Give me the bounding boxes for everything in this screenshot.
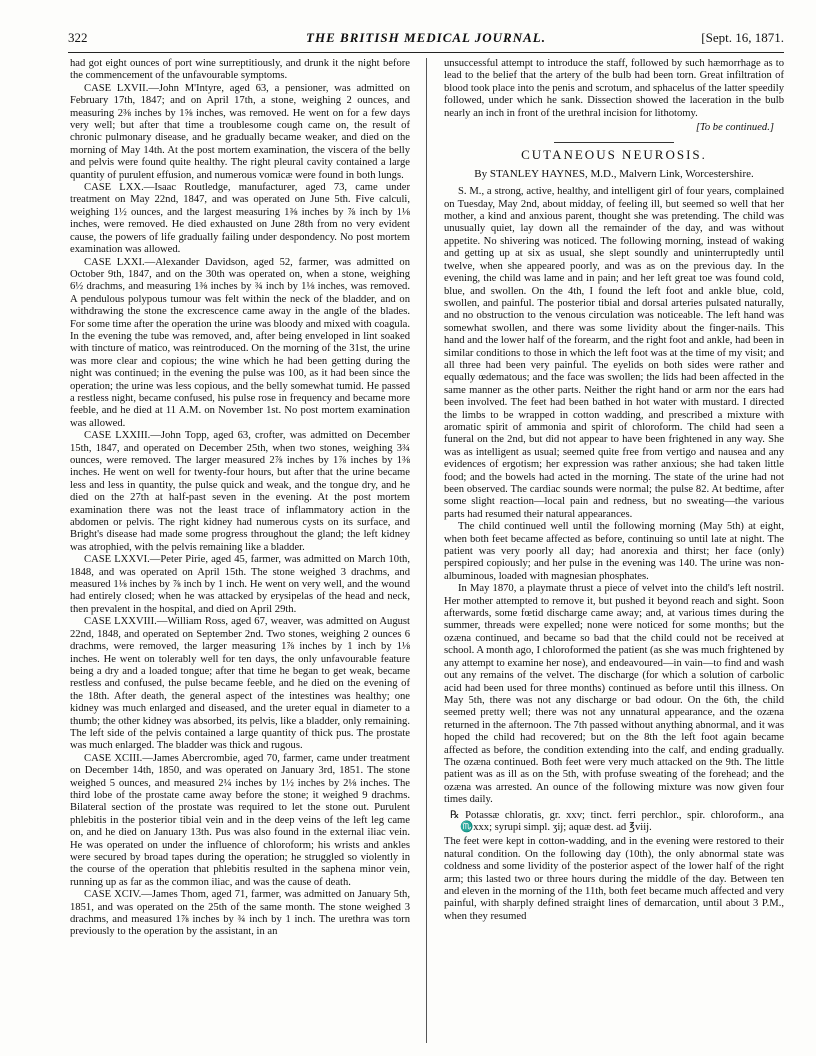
paragraph: The feet were kept in cotton-wadding, and in the evening were restored to their natural condition. On the following day (10th), the only abnormal state was coldness and some lividity of the posterior aspect of the lower half of the right arm; this lasted two or three hours during the middle of the day. Between ten and eleven in the morning of the 11th, both feet became much affected and very painful, with sharply defined straight lines of demarcation, until about 3 P.M., when they resumed: [444, 836, 784, 922]
header-rule: [68, 52, 784, 53]
case-lxx: CASE LXX.—Isaac Routledge, manufacturer, aged 73, came under treatment on May 22nd, 1847, and was operated on June 5th. Five calculi, weighing 1½ ounces, and the largest measuring 1⅜ inches by ⅞ inch by 1⅛ inches, were removed. He died exhausted on June 28th from no very evident cause, the powers of life gradually failing under despondency. No post mortem examination was allowed.: [70, 182, 410, 256]
prescription: ℞ Potassæ chloratis, gr. xxv; tinct. ferri perchlor., spir. chloroform., ana ♏xxx; syrupi simpl. ʒij; aquæ dest. ad ℥viij.: [450, 809, 784, 833]
case-lxxi: CASE LXXI.—Alexander Davidson, aged 52, farmer, was admitted on October 9th, 1847, and on the 30th was operated on, when a stone, weighing 6½ drachms, and measuring 1⅜ inches by ¾ inch by 1⅛ inches, was removed. A pendulous polypous tumour was felt within the neck of the bladder, and on withdrawing the stone the excrescence came away in the angle of the blades. For some time after the operation the urine was bloody and mixed with coagula. In the evening the tube was removed, and, after being enveloped in lint soaked with tincture of matico, was reintroduced. On the morning of the 31st, the urine was more clear and copious; the wine which he had been getting during the night was continued; in the evening the pulse was 100, as it had been since the operation; the urine was less copious, and the belly somewhat tumid. He passed a restless night, became confused, his pulse rose in frequency and became more feeble, and he died at 11 A.M. on November 1st. No post mortem examination was allowed.: [70, 256, 410, 429]
column-divider: [426, 58, 427, 1043]
case-lxxviii: CASE LXXVIII.—William Ross, aged 67, weaver, was admitted on August 22nd, 1848, and operated on September 2nd. Two stones, weighing 2 ounces 6 drachms, were removed, the larger measuring 1⅞ inches by 1 inch by 1⅛ inches. He went on tolerably well for ten days, the only unfavourable feature being a dry and a loaded tongue; after that time he began to get weak, became restless and confused, the pulse became feeble, and he died on the evening of the 18th. After death, the general aspect of the intestines was healthy; one kidney was much enlarged and diseased, and the ureter equal in diameter to a thumb; the other kidney was absorbed, its pelvis, like a bladder, only remaining. The left side of the pelvis contained a large quantity of thick pus. The prostate was much enlarged. The bladder was thick and rugous.: [70, 616, 410, 752]
case-lxxvi: CASE LXXVI.—Peter Pirie, aged 45, farmer, was admitted on March 10th, 1848, and was operated on April 15th. The stone weighed 3 drachms, and measured 1⅛ inches by ⅞ inch by 1 inch. He went on very well, and the wound had entirely closed; when he was attacked by erysipelas of the head and neck, then prevalent in the hospital, and died on April 29th.: [70, 554, 410, 615]
to-be-continued: [To be continued.]: [695, 122, 774, 134]
paragraph: S. M., a strong, active, healthy, and intelligent girl of four years, complained on Tuesday, May 2nd, about midday, of feeling ill, but seemed so well that her mother, a kind and anxious parent, thought she was pretending. The child was unusually quiet, lay down all the remainder of the day, and was without appetite. No shivering was noticed. The following morning, instead of waking and getting up at six as usual, she slept soundly and uninterruptedly until twelve, when she appeared poorly, and was as on the previous day. In the evening, the child was lame and in pain; and her left great toe was found cold, blue, and swollen. On the 4th, I found the left foot and ankle blue, cold, swollen, and painful. The posterior tibial and dorsal arteries pulsated naturally, and no obstruction to the venous circulation was noticeable. The left hand was somewhat swollen, and there was some lividity about the finger-nails. This hand and the lower half of the forearm, and the right foot and ankle, had been in similar conditions to those in which the left foot was at the time of my visit; and all three had been very painful. The eyelids on both sides were rather and equally œdematous; and the face was swollen; the lids had been affected in the same manner as the other parts. Neither the right hand or arm nor the ears had been involved. The feet had been bathed in hot water with mustard. I directed the limbs to be wrapped in cotton wadding, and prescribed a mixture with aromatic spirit of ammonia and spirit of chloroform. The child had seen a funeral on the 2nd, but did not appear to have been frightened in any way. She was as intelligent as usual; seemed quite free from vertigo and nausea and any evidences of ergotism; her expression was rather anxious; she had taken little food; and the bowels had acted in the morning. The state of the urine had not been observed. The cardiac sounds were normal; the pulse 82. At bedtime, after some slight reaction—local pain and redness, but no sweating—the various parts had resumed their natural appearances.: [444, 186, 784, 520]
case-xciv: CASE XCIV.—James Thom, aged 71, farmer, was admitted on January 5th, 1851, and was operated on the 25th of the same month. The stone weighed 3 drachms, and measured 1⅞ inches by ¾ inch by 1 inch. The urethra was torn previously to the operation by the assistant, in an: [70, 889, 410, 938]
section-rule: [554, 142, 674, 143]
issue-date: [Sept. 16, 1871.: [701, 30, 784, 45]
case-lxxiii: CASE LXXIII.—John Topp, aged 63, crofter, was admitted on December 15th, 1847, and operated on December 25th, when two stones, weighing 3¾ ounces, were removed. The larger measured 2⅞ inches by 1⅞ inches by 1⅜ inches. He went on well for twenty-four hours, but after that the urine became less and less in quantity, the pulse quick and weak, and the tongue dry, and he died on the 27th at half-past seven in the evening. At the post mortem examination there was not the least trace of inflammatory action in the abdomen or pelvis. The right kidney had numerous cysts on its surface, and Bright's disease had made some progress throughout the gland; the left kidney was atrophied, with the pelvis remaining like a bladder.: [70, 430, 410, 553]
paragraph: In May 1870, a playmate thrust a piece of velvet into the child's left nostril. Her mother attempted to remove it, but pushed it beyond reach and sight. Soon afterwards, some fœtid discharge came away; and, at various times during the summer, threads were expelled; none were noticed for some months; but the ozæna continued, and became so bad that the child could not be received at school. A month ago, I chloroformed the patient (as she was much frightened by any attempt to examine her nose), and endeavoured—in vain—to find and wash out any remains of the velvet. The discharge (for which a solution of carbolic acid had been used for three months) continued as before until this illness. On May 5th, there was not any discharge or bad odour. On the 6th, the child seemed pretty well; there was not any unnatural appearance, and the ozæna returned in the afternoon. The 7th passed without anything abnormal, and it was hoped the child had recovered; but on the 8th the left foot again became affected as before, the condition extending into the calf, and ending gradually. The ozæna continued. Both feet were very much attacked on the 9th. The little patient was as ill as on the 5th, with profuse sweating of the forehead; and the ozæna was arrested. An ounce of the following mixture was now given four times daily.: [444, 583, 784, 806]
paragraph: unsuccessful attempt to introduce the staff, followed by such hæmorrhage as to lead to the belief that the artery of the bulb had been torn. Great infiltration of blood took place into the penis and scrotum, and sphacelus of the latter speedily followed, under which he sank. Dissection showed the laceration in the bulb nearly an inch in front of the urethral incision for lithotomy.: [444, 58, 784, 119]
case-xciii: CASE XCIII.—James Abercrombie, aged 70, farmer, came under treatment on December 14th, 1850, and was operated on January 3rd, 1851. The stone weighed 5 ounces, and measured 2¼ inches by 1½ inches by 2⅛ inches. The third lobe of the prostate came away before the stone; it weighed 9 drachms. Bilateral section of the prostate was required to let the stone out. Purulent phlebitis in the posterior tibial vein and in the deep veins of the left leg came on, and he died on January 13th. Pus was also found in the external iliac vein. He was operated on under the influence of chloroform; his wrists and ankles were secured by broad tapes during the operation; he struggled so violently in the course of the operation that phlebitis resulted in the saphena minor vein, running up as far as the common iliac, and was the cause of death.: [70, 752, 410, 888]
page-header: [68, 30, 784, 52]
case-lxvii: CASE LXVII.—John M'Intyre, aged 63, a pensioner, was admitted on February 17th, 1847; and on April 17th, a stone, weighing 2 ounces, and measuring 2⅜ inches by 1⅝ inches, was removed. He went on for a few days very well; but after that time a troublesome cough came on, the result of chronic pulmonary disease, and he gradually became weaker, and died on the morning of May 14th. At the post mortem examination, the viscera of the belly and pelvis were found quite healthy. The right pleural cavity contained a large quantity of purulent effusion, and numerous vomicæ were found in both lungs.: [70, 82, 410, 181]
paragraph: The child continued well until the following morning (May 5th) at eight, when both feet became affected as before, continuing so until late at night. The patient was very poorly all day; had anorexia and thirst; her face (only) perspired copiously; and her pulse in the evening was 140. The urine was non-albuminous, loaded with magnesian phosphates.: [444, 521, 784, 582]
right-column: [444, 58, 784, 923]
article-title: CUTANEOUS NEUROSIS.: [521, 147, 707, 163]
paragraph: had got eight ounces of port wine surreptitiously, and drunk it the night before the commencement of the unfavourable symptoms.: [70, 58, 410, 82]
article-byline: By STANLEY HAYNES, M.D., Malvern Link, Worcestershire.: [474, 167, 754, 180]
journal-title: THE BRITISH MEDICAL JOURNAL.: [306, 30, 546, 45]
page-number: 322: [68, 30, 88, 45]
left-column: [70, 58, 410, 939]
